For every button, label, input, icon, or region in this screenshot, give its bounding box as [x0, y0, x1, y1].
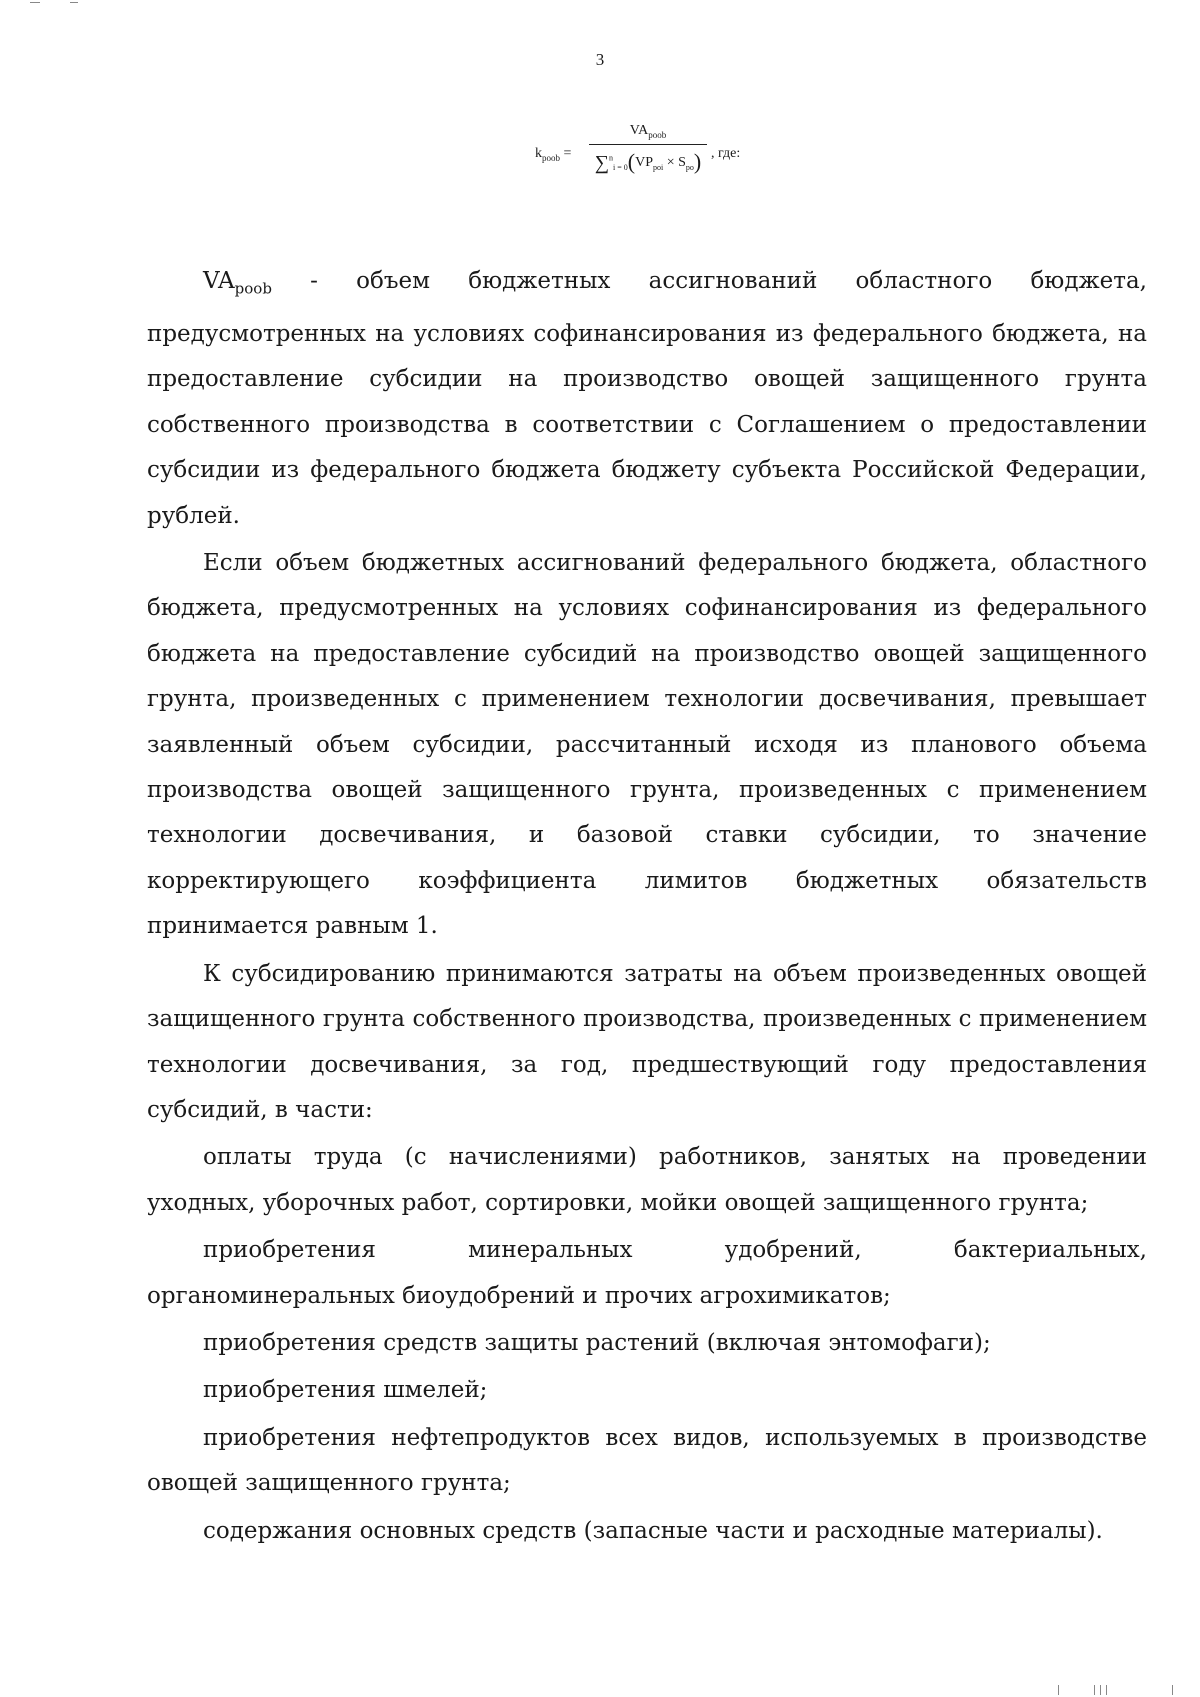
paragraph-costs-intro: К субсидированию принимаются затраты на объем произведенных овощей защищенного грунта собственного производства, произведенных с применением технологии досвечивания, за год, предшествующий году предоставления субсидий, в части: [147, 960, 1147, 1123]
paragraph-definition [147, 259, 1147, 539]
scan-mark [1058, 1685, 1059, 1695]
body-text [147, 259, 1147, 1556]
list-item-labor: оплаты труда (с начислениями) работников, занятых на проведении уходных, уборочных работ, сортировки, мойки овощей защищенного грунта; [147, 1144, 1147, 1216]
formula-sum-lower: i = 0 [613, 162, 628, 172]
formula-lhs-symbol: k [535, 146, 542, 161]
definition-subscript: poob [234, 279, 272, 298]
list-item-bumblebees: приобретения шмелей; [203, 1377, 488, 1404]
formula-times: × [666, 155, 675, 170]
formula-numerator-symbol: VA [629, 123, 649, 138]
formula-den-term2-sub: po [685, 162, 694, 172]
formula-den-term2: S [678, 155, 686, 170]
formula-den-term1-sub: poi [652, 162, 664, 172]
scan-mark [1094, 1685, 1095, 1695]
scan-mark [1172, 1685, 1173, 1695]
formula-lhs [535, 146, 571, 163]
list-item-fixed-assets: содержания основных средств (запасные части и расходные материалы). [203, 1517, 1103, 1544]
scan-mark [70, 2, 78, 3]
formula-sum-upper: n [609, 153, 614, 163]
formula-fraction [587, 118, 709, 175]
formula-den-term1: VP [635, 155, 653, 170]
definition-symbol: VA [203, 268, 235, 294]
scan-mark [1106, 1685, 1107, 1695]
formula-numerator-subscript: poob [648, 129, 667, 140]
paragraph-coefficient-rule: Если объем бюджетных ассигнований федерального бюджета, областного бюджета, предусмотренных на условиях софинансирования из федерального бюджета на предоставление субсидий на производство овощей защищенного грунта, произведенных с применением технологии досвечивания, превышает заявленный объем субсидии, рассчитанный исходя из планового объема производства овощей защищенного грунта, произведенных с применением технологии досвечивания, и базовой ставки субсидии, то значение корректирующего коэффициента лимитов бюджетных обязательств принимается равным 1. [147, 550, 1147, 940]
list-item-plant-protection: приобретения средств защиты растений (включая энтомофаги); [203, 1329, 991, 1356]
formula-lhs-subscript: poob [542, 152, 560, 163]
formula-numerator [587, 118, 709, 144]
scan-mark [30, 2, 40, 3]
list-item-petroleum: приобретения нефтепродуктов всех видов, используемых в производстве овощей защищенного грунта; [147, 1424, 1147, 1497]
scan-mark [1100, 1685, 1101, 1695]
formula-denominator [587, 145, 709, 175]
list-item-fertilizers: приобретения минеральных удобрений, бактериальных, органоминеральных биоудобрений и прочих агрохимикатов; [147, 1237, 1147, 1309]
formula [535, 118, 755, 198]
formula-equals: = [563, 146, 572, 161]
formula-tail: , где: [711, 146, 741, 161]
formula-open-paren: ( [627, 149, 636, 174]
page-number: 3 [595, 50, 605, 69]
definition-text: - объем бюджетных ассигнований областного бюджета, предусмотренных на условиях софинансирования из федерального бюджета, на предоставление субсидии на производство овощей защищенного грунта собственного производства в соответствии с Соглашением о предоставлении субсидии из федерального бюджета бюджету субъекта Российской Федерации, рублей. [147, 268, 1147, 529]
formula-close-paren: ) [693, 149, 702, 174]
formula-sum-symbol: ∑ [594, 152, 610, 174]
